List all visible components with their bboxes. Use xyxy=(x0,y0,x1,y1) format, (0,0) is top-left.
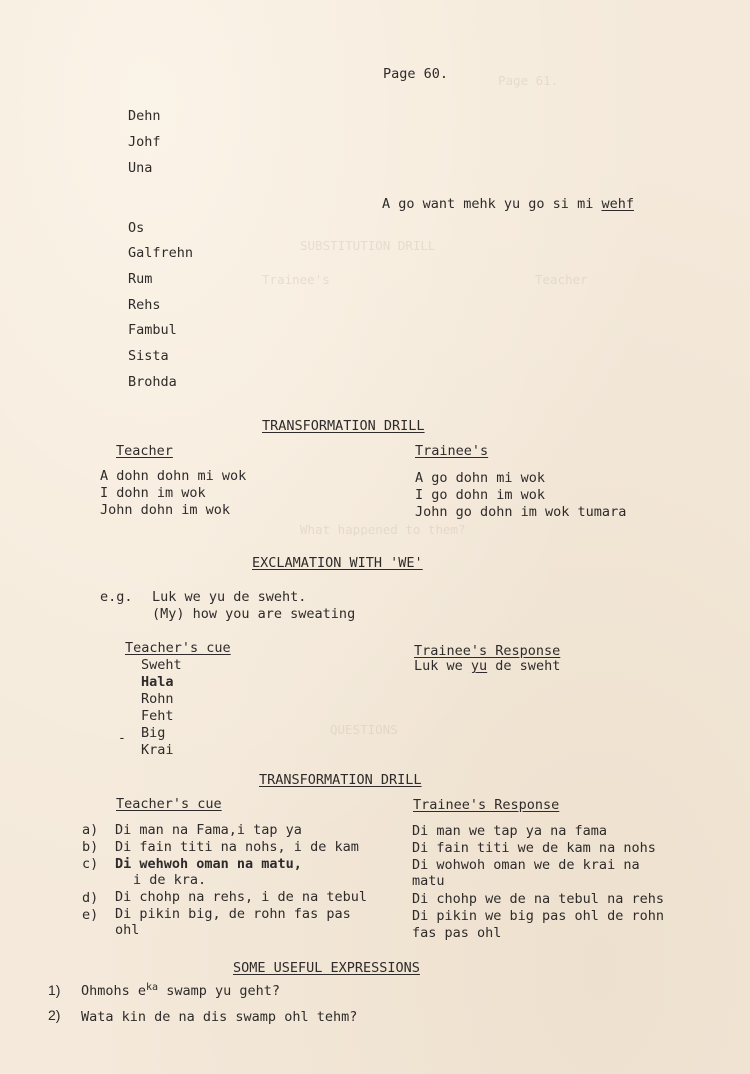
substitution-sentence xyxy=(382,196,634,213)
list-item: Galfrehn xyxy=(128,245,194,261)
response-line: matu xyxy=(412,873,445,889)
cue-word: Hala xyxy=(141,674,174,690)
teacher-header: Teacher xyxy=(116,443,173,459)
list-item: Fambul xyxy=(128,322,177,338)
example-sentence: Luk we yu de sweht. xyxy=(152,589,307,605)
teacher-line: A dohn dohn mi wok xyxy=(100,468,247,484)
list-item: Rum xyxy=(128,271,153,287)
bleed-through-line: SUBSTITUTION DRILL xyxy=(300,238,436,253)
item-label: d) xyxy=(82,890,99,906)
cue-line: Di wehwoh oman na matu, xyxy=(115,856,302,872)
trainee-line: I go dohn im wok xyxy=(415,487,546,503)
list-item: Johf xyxy=(128,134,161,150)
response-line xyxy=(414,658,560,675)
trainee-header: Trainee's xyxy=(415,443,489,459)
trainee-line: John go dohn im wok tumara xyxy=(415,504,627,520)
dash-mark: - xyxy=(118,731,126,746)
response-header: Trainee's Response xyxy=(414,643,561,659)
cue-word: Big xyxy=(141,725,166,741)
list-item: Dehn xyxy=(128,108,161,124)
page-number: Page 60. xyxy=(383,66,449,82)
cue-line: Di chohp na rehs, i de na tebul xyxy=(115,889,367,905)
cue-word: Feht xyxy=(141,708,174,724)
list-item: Una xyxy=(128,160,153,176)
item-label: e) xyxy=(82,907,99,923)
teacher-line: I dohn im wok xyxy=(100,485,206,501)
section-heading: SOME USEFUL EXPRESSIONS xyxy=(233,960,420,976)
cue-header: Teacher's cue xyxy=(125,640,231,656)
cue-word: Sweht xyxy=(141,657,182,673)
response-line: Di man we tap ya na fama xyxy=(412,823,608,839)
cue-line: ohl xyxy=(115,922,140,938)
list-item: Os xyxy=(128,220,145,236)
list-item: Sista xyxy=(128,348,169,364)
expression-number: 2) xyxy=(48,1007,61,1023)
response-line: Di fain titi we de kam na nohs xyxy=(412,840,656,856)
expression-number: 1) xyxy=(48,982,61,998)
response-text: de sweht xyxy=(487,658,561,674)
section-heading: TRANSFORMATION DRILL xyxy=(262,418,425,434)
bleed-through-line: Teacher xyxy=(535,272,588,287)
response-line: Di pikin we big pas ohl de rohn xyxy=(412,908,664,924)
cue-word: Rohn xyxy=(141,691,174,707)
list-item: Rehs xyxy=(128,297,161,313)
expression-line xyxy=(81,983,280,1000)
section-heading: EXCLAMATION WITH 'WE' xyxy=(252,555,423,571)
expression-text: swamp yu geht? xyxy=(158,983,280,999)
cue-line: Di fain titi na nohs, i de kam xyxy=(115,839,359,855)
item-label: b) xyxy=(82,839,99,855)
item-label: c) xyxy=(82,856,99,872)
eg-label: e.g. xyxy=(100,589,133,605)
cue-line: Di pikin big, de rohn fas pas xyxy=(115,906,351,922)
cue-word: Krai xyxy=(141,742,174,758)
bleed-through-line: QUESTIONS xyxy=(330,722,398,737)
bleed-through-line: What happened to them? xyxy=(300,522,466,537)
bleed-through-line: Page 61. xyxy=(498,73,559,88)
expression-superscript: ka xyxy=(146,982,159,993)
cue-header: Teacher's cue xyxy=(116,796,222,812)
sentence-underlined-word: wehf xyxy=(601,196,634,212)
response-underlined-word: yu xyxy=(470,658,488,674)
example-gloss: (My) how you are sweating xyxy=(152,606,356,622)
expression-line: Wata kin de na dis swamp ohl tehm? xyxy=(81,1009,358,1025)
response-line: Di wohwoh oman we de krai na xyxy=(412,857,640,873)
response-text: Luk we xyxy=(414,658,471,674)
response-line: Di chohp we de na tebul na rehs xyxy=(412,891,664,907)
sentence-text: A go want mehk yu go si mi xyxy=(382,196,602,212)
teacher-line: John dohn im wok xyxy=(100,502,231,518)
bleed-through-line: Trainee's xyxy=(262,272,330,287)
section-heading: TRANSFORMATION DRILL xyxy=(259,772,422,788)
response-line: fas pas ohl xyxy=(412,925,502,941)
cue-line: Di man na Fama,i tap ya xyxy=(115,822,302,838)
expression-text: Ohmohs e xyxy=(81,983,147,999)
response-header: Trainee's Response xyxy=(413,797,560,813)
item-label: a) xyxy=(82,822,99,838)
list-item: Brohda xyxy=(128,374,177,390)
cue-line: i de kra. xyxy=(133,872,207,888)
trainee-line: A go dohn mi wok xyxy=(415,470,546,486)
